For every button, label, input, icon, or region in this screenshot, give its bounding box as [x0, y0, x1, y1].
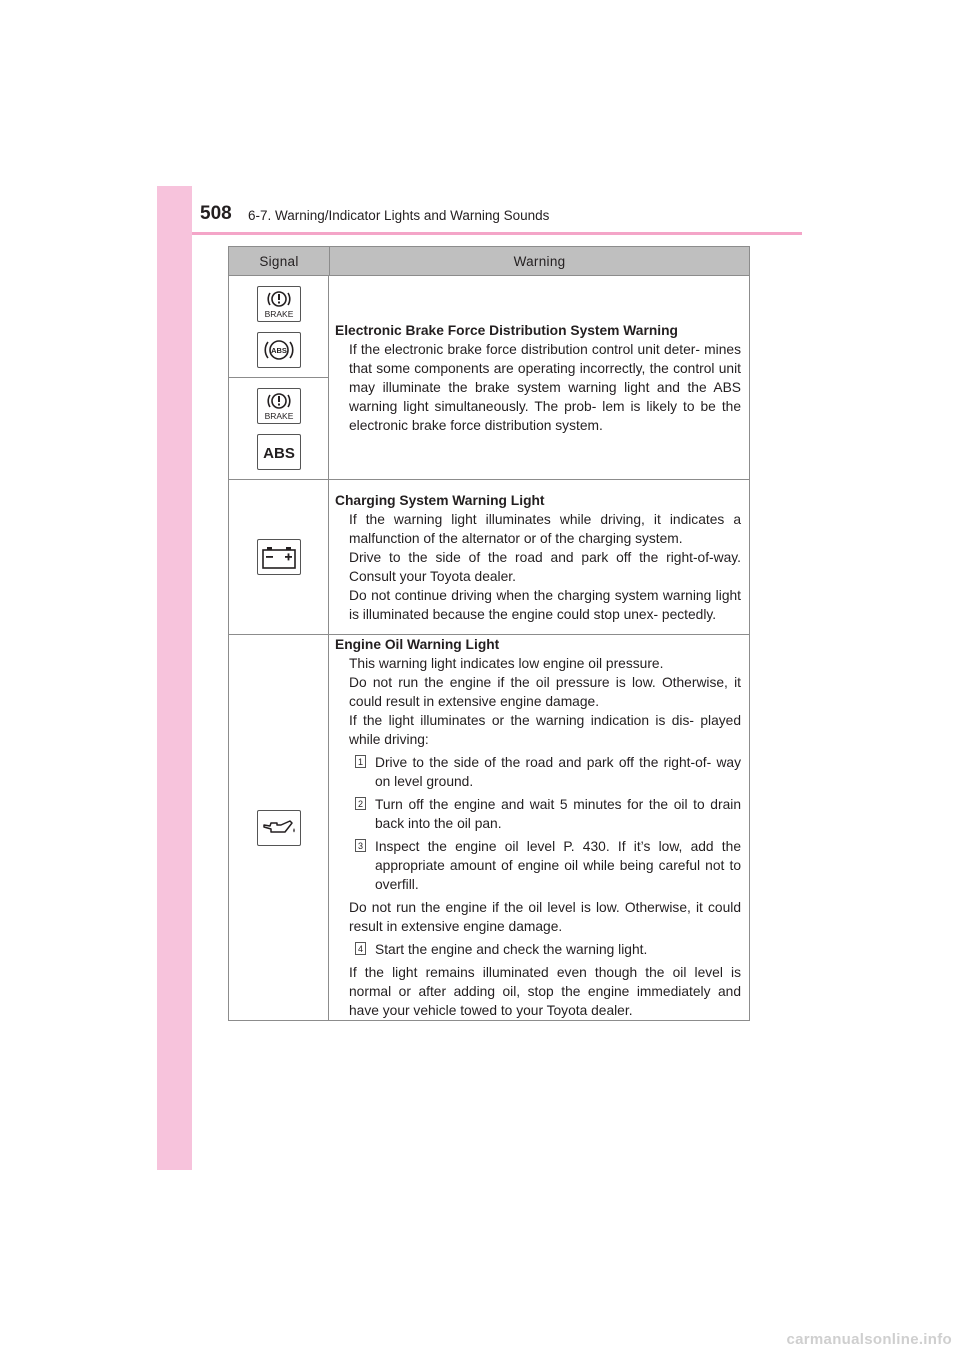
- warning-paragraph: Drive to the side of the road and park off the right-of-way. Consult your Toyota dealer.: [349, 549, 741, 584]
- table-row-ebd: [229, 276, 749, 480]
- step-text: Turn off the engine and wait 5 minutes for the oil to drain back into the oil pan.: [375, 797, 741, 831]
- warning-paragraph: If the light remains illuminated even though the oil level is normal or after adding oil, stop the engine immediately and have your vehicle towed to your Toyota dealer.: [349, 965, 741, 1018]
- signal-cell: [229, 276, 328, 377]
- step-number: 1: [355, 755, 366, 768]
- col-header-signal: Signal: [229, 247, 330, 275]
- signal-cell: [229, 635, 328, 1020]
- warning-cell: [329, 276, 749, 479]
- oil-can-icon: [257, 810, 301, 846]
- warning-paragraph: Do not run the engine if the oil level is low. Otherwise, it could result in extensive engine damage.: [349, 900, 741, 934]
- step-item: [335, 753, 741, 791]
- warning-paragraph: If the light illuminates or the warning indication is dis- played while driving:: [349, 713, 741, 747]
- section-title: 6-7. Warning/Indicator Lights and Warning Sounds: [248, 208, 550, 223]
- step-item: [335, 940, 741, 959]
- step-text: Start the engine and check the warning light.: [375, 942, 648, 957]
- abs-circle-label: ABS: [270, 345, 287, 355]
- brake-icon-label: BRAKE: [264, 410, 293, 421]
- warning-title: Electronic Brake Force Distribution System Warning: [335, 322, 678, 338]
- header-rule: [192, 232, 802, 235]
- step-text: Inspect the engine oil level P. 430. If it’s low, add the appropriate amount of engine oil while being careful not to overfill.: [375, 839, 741, 892]
- step-item: [335, 795, 741, 833]
- brake-warning-icon: [257, 286, 301, 322]
- warning-paragraph: Do not run the engine if the oil pressure is low. Otherwise, it could result in extensive engine damage.: [349, 675, 741, 709]
- signal-cell: [229, 377, 328, 479]
- col-header-warning: Warning: [513, 253, 566, 269]
- table-header: [229, 247, 749, 276]
- section-tab-strip: [157, 186, 192, 1170]
- table-row-charging: [229, 480, 749, 635]
- table-row-engine-oil: [229, 635, 749, 1020]
- watermark: carmanualsonline.info: [786, 1331, 952, 1348]
- signal-cell: [229, 480, 328, 634]
- step-item: [335, 837, 741, 894]
- page-number: 508: [200, 203, 232, 224]
- warning-cell: [329, 480, 749, 634]
- warning-paragraph: This warning light indicates low engine oil pressure.: [349, 656, 664, 671]
- signal-cell-group: [229, 480, 329, 634]
- warning-title: Engine Oil Warning Light: [335, 637, 500, 652]
- signal-cell-group: [229, 635, 329, 1020]
- battery-icon: [257, 539, 301, 575]
- brake-icon-label: BRAKE: [264, 308, 293, 319]
- step-text: Drive to the side of the road and park off the right-of- way on level ground.: [375, 755, 741, 789]
- abs-text-icon: [257, 434, 301, 470]
- step-number: 2: [355, 797, 366, 810]
- warning-body: If the electronic brake force distribution control unit deter- mines that some components are operating incorrectly, the control unit may illuminate the brake system warning light and the ABS warning light simultaneously. The prob- lem is likely to be the electronic brake force distribution system.: [349, 341, 741, 433]
- warning-paragraph: Do not continue driving when the charging system warning light is illuminated because the engine could stop unex- pectedly.: [349, 587, 741, 622]
- signal-cell-group: [229, 276, 329, 479]
- step-number: 4: [355, 942, 366, 955]
- warning-title: Charging System Warning Light: [335, 492, 545, 508]
- warning-paragraph: If the warning light illuminates while driving, it indicates a malfunction of the alternator or of the charging system.: [349, 511, 741, 546]
- step-number: 3: [355, 839, 366, 852]
- abs-circle-icon: [257, 332, 301, 368]
- abs-text-label: ABS: [262, 444, 295, 462]
- warning-table: [228, 246, 750, 1021]
- brake-warning-icon: [257, 388, 301, 424]
- warning-cell: [329, 635, 749, 1020]
